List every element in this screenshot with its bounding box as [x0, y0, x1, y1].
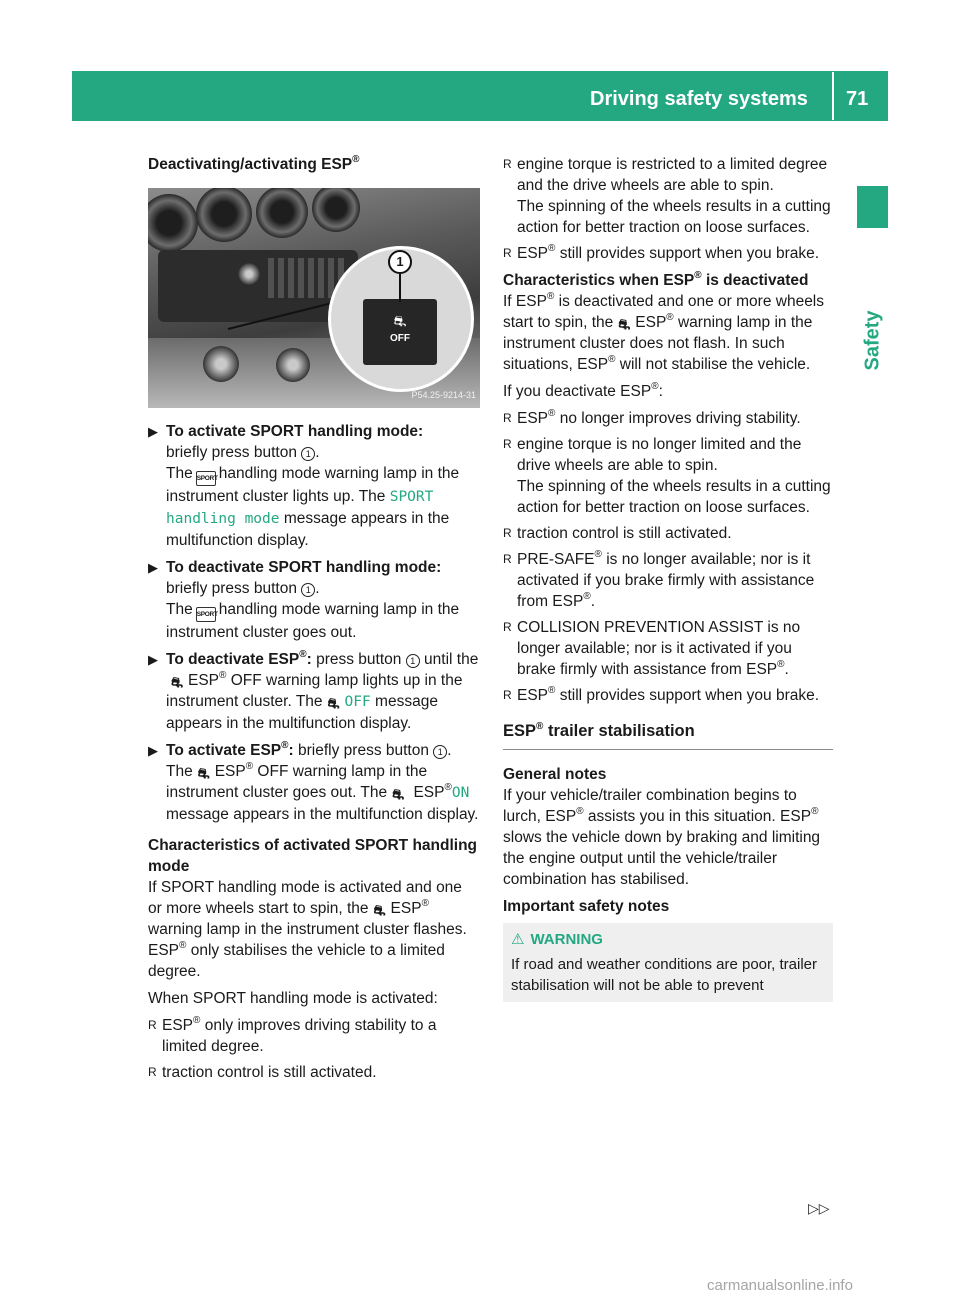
bullet-icon: R — [503, 246, 512, 260]
watermark: carmanualsonline.info — [707, 1277, 853, 1294]
sport-paragraph-2: When SPORT handling mode is activated: — [148, 990, 438, 1007]
bullet-icon: R — [503, 688, 512, 702]
callout-leader — [399, 274, 401, 302]
sport-lamp-icon: SPORT — [196, 471, 216, 486]
bullet-icon: R — [503, 526, 512, 540]
button-1-icon: 1 — [301, 583, 315, 597]
arrow-icon: ▶ — [148, 424, 158, 439]
list-item: R ESP® still provides support when you brake. — [503, 242, 820, 262]
display-text-off: OFF — [344, 694, 371, 710]
display-text-on: ON — [451, 785, 470, 801]
air-vent — [196, 188, 252, 242]
warning-box — [503, 923, 833, 1002]
sport-characteristics-heading: Characteristics of activated SPORT handling mode — [148, 837, 478, 875]
control-knob — [203, 346, 239, 382]
left-column — [148, 154, 480, 1088]
section-rule — [503, 749, 833, 750]
instruction-activate-sport: ▶ To activate SPORT handling mode: briefly press button 1 . The SPORThandling mode warning lamp in the instrument cluster lights up. The SPORT handling mode message appears in the multifunction display. — [148, 421, 480, 551]
esp-off-lamp-icon: ⛐ — [170, 674, 184, 690]
deactivated-heading: Characteristics when ESP® is deactivated — [503, 269, 809, 289]
bullet-icon: R — [503, 552, 512, 566]
air-vent — [256, 188, 308, 238]
header-divider — [832, 72, 834, 120]
esp-lamp-icon: ⛐ — [373, 902, 386, 918]
section-heading-esp: Deactivating/activating ESP® — [148, 153, 360, 173]
list-item: R ESP® no longer improves driving stability. — [503, 407, 801, 427]
instruction-head: To deactivate SPORT handling mode: — [166, 559, 442, 576]
esp-icon: ⛐ OFF — [376, 313, 424, 347]
bullet-icon: R — [503, 157, 512, 171]
list-item: R ESP® only improves driving stability to a limited degree. — [148, 1014, 437, 1055]
deactivated-paragraph-2: If you deactivate ESP®: — [503, 380, 663, 400]
general-notes-heading: General notes — [503, 766, 607, 783]
list-item: R traction control is still activated. — [503, 525, 732, 542]
arrow-icon: ▶ — [148, 560, 158, 575]
instruction-deactivate-sport: ▶ To deactivate SPORT handling mode: briefly press button 1 . The SPORThandling mode warning lamp in the instrument cluster goes out. — [148, 557, 480, 643]
button-1-icon: 1 — [301, 447, 315, 461]
control-knob — [238, 263, 260, 285]
instruction-deactivate-esp: ▶ To deactivate ESP®: press button 1 until the⛐ ESP® OFF warning lamp lights up in the instrument cluster. The ⛐ OFF message appears in the multifunction display. — [148, 648, 479, 732]
continue-icon: ▷▷ — [808, 1200, 830, 1216]
esp-lamp-icon: ⛐ — [327, 695, 340, 711]
display-text-sport: SPORT handling mode — [166, 489, 434, 527]
arrow-icon: ▶ — [148, 743, 158, 758]
bullet-icon: R — [503, 411, 512, 425]
callout-1: 1 — [388, 250, 412, 274]
general-notes-paragraph: If your vehicle/trailer combination begins to lurch, ESP® assists you in this situation. ESP® slows the vehicle down by braking and limiting the engine output until the vehicle/trailer combination has stabilised. — [503, 787, 821, 888]
list-item: R engine torque is restricted to a limited degree and the drive wheels are able to spin. The spinning of the wheels results in a cutting action for better traction on loose surfaces. — [503, 156, 831, 236]
control-knob — [276, 348, 310, 382]
side-label: Safety — [861, 310, 884, 371]
bullet-icon: R — [148, 1018, 157, 1032]
trailer-section-heading: ESP® trailer stabilisation — [503, 720, 695, 740]
list-item: R ESP® still provides support when you brake. — [503, 684, 820, 704]
bullet-icon: R — [503, 437, 512, 451]
list-item: R PRE-SAFE® is no longer available; nor is it activated if you brake firmly with assistance from ESP®. — [503, 548, 815, 610]
deactivated-paragraph: If ESP® is deactivated and one or more wheels start to spin, the ⛐ ESP® warning lamp in the instrument cluster does not flash. In such situations, ESP® will not stabilise the vehicle. — [503, 290, 825, 373]
esp-lamp-icon: ⛐ — [618, 316, 631, 332]
page-number: 71 — [846, 88, 869, 110]
esp-lamp-icon: ⛐ — [392, 786, 405, 802]
esp-off-button — [363, 299, 437, 365]
header-title: Driving safety systems — [590, 88, 808, 110]
right-column — [503, 154, 833, 1002]
warning-text: If road and weather conditions are poor, trailer stabilisation will not be able to prevent — [511, 956, 818, 994]
air-vent — [148, 194, 198, 252]
dashboard-figure — [148, 188, 480, 408]
warning-triangle-icon: ⚠ — [511, 931, 525, 948]
sport-lamp-icon: SPORT — [196, 607, 216, 622]
instruction-activate-esp: ▶ To activate ESP®: briefly press button 1 . The ⛐ ESP® OFF warning lamp in the instrument cluster goes out. The ⛐ ESP®ON message appears in the multifunction display. — [148, 739, 479, 823]
esp-off-label: OFF — [390, 333, 410, 344]
warning-head: ⚠ WARNING — [511, 931, 603, 948]
arrow-icon: ▶ — [148, 652, 158, 667]
safety-notes-heading: Important safety notes — [503, 898, 670, 915]
bullet-icon: R — [148, 1065, 157, 1079]
button-1-icon: 1 — [433, 745, 447, 759]
side-tab — [857, 186, 888, 228]
list-item: R engine torque is no longer limited and the drive wheels are able to spin. The spinning of the wheels results in a cutting action for better traction on loose surfaces. — [503, 436, 831, 516]
list-item: R COLLISION PREVENTION ASSIST is no longer available; nor is it activated if you brake firmly with assistance from ESP®. — [503, 619, 801, 678]
list-item: R traction control is still activated. — [148, 1064, 377, 1081]
figure-code: P54.25-9214-31 — [411, 390, 476, 400]
esp-off-lamp-icon: ⛐ — [197, 765, 210, 781]
button-1-icon: 1 — [406, 654, 420, 668]
sport-paragraph: If SPORT handling mode is activated and one or more wheels start to spin, the ⛐ ESP® warning lamp in the instrument cluster flashes. ESP® only stabilises the vehicle to a limited degree. — [148, 879, 467, 980]
bullet-icon: R — [503, 620, 512, 634]
air-vent — [312, 188, 360, 232]
instruction-head: To activate SPORT handling mode: — [166, 423, 424, 440]
